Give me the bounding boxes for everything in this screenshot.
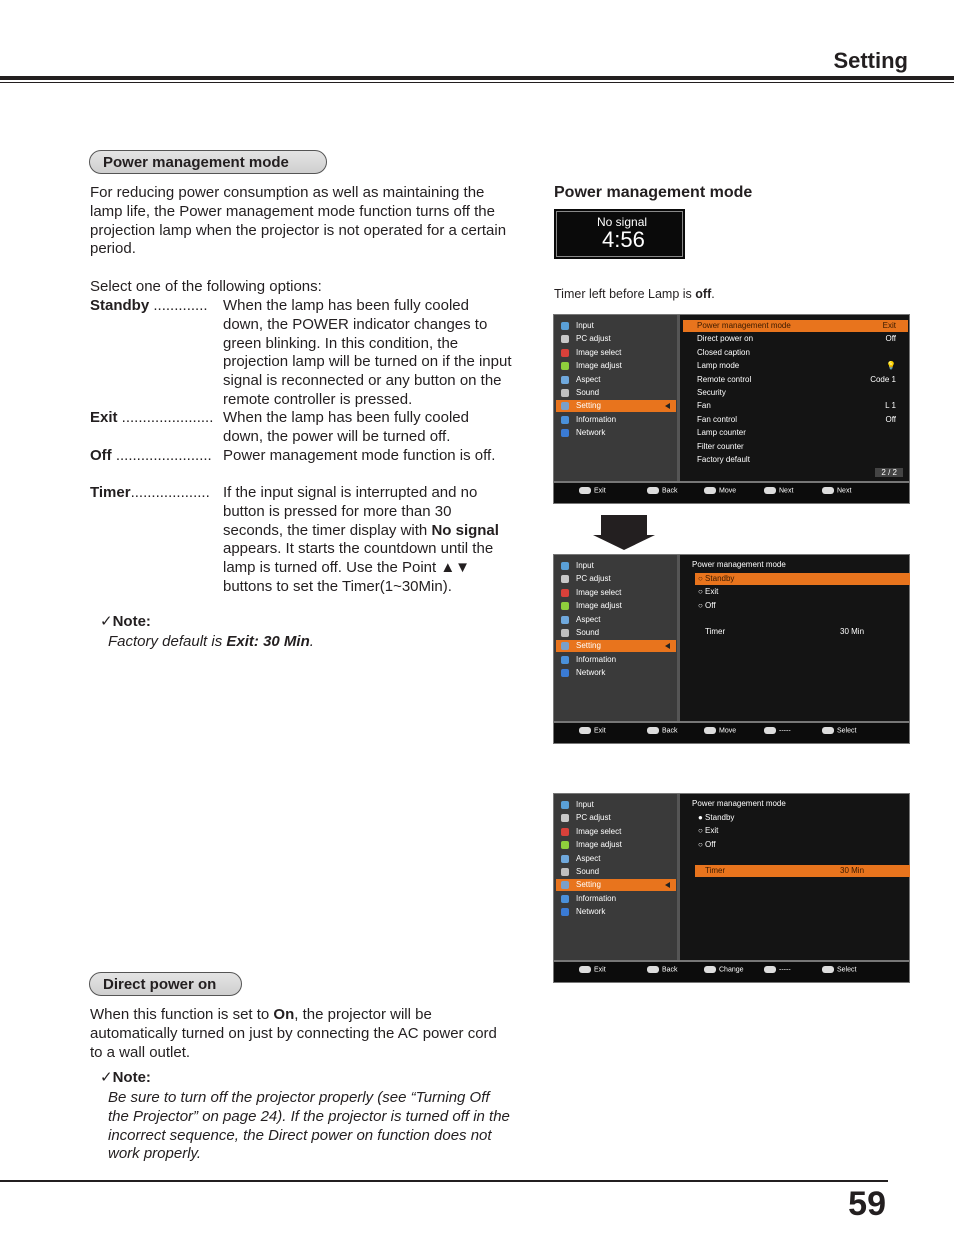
menu-item-network[interactable] — [556, 427, 676, 439]
menu-icon — [561, 855, 569, 863]
remote-key-icon — [579, 487, 591, 494]
menu-item-label: Aspect — [576, 374, 601, 384]
menu-item-label: Input — [576, 561, 594, 570]
menu-screen-timer — [553, 793, 910, 983]
menu-item-label: Sound — [576, 628, 600, 637]
menu-icon — [561, 362, 569, 370]
footer-label: Move — [719, 487, 737, 495]
menu-icon — [561, 402, 569, 410]
remote-key-icon — [822, 966, 834, 973]
remote-key-icon — [704, 727, 716, 734]
menu-item-label: Input — [576, 321, 594, 330]
timer-value: 30 Min — [840, 866, 865, 875]
footer-next-button — [764, 966, 791, 973]
option-label: ● Standby — [698, 813, 735, 822]
remote-key-icon — [764, 487, 776, 494]
select-options-text: Select one of the following options: — [90, 278, 322, 295]
menu-item-label: PC adjust — [576, 813, 611, 823]
footer-back-button — [647, 966, 678, 973]
setting-item-label: Lamp mode — [697, 361, 740, 371]
menu-item-label: Setting — [576, 641, 601, 651]
menu-icon — [561, 349, 569, 357]
setting-item-direct-power-on[interactable] — [683, 333, 908, 345]
menu-item-image-adjust[interactable] — [556, 600, 676, 612]
menu-item-label: PC adjust — [576, 334, 611, 344]
footer-back-button — [647, 487, 678, 494]
menu-item-information[interactable] — [556, 893, 676, 905]
menu-icon — [561, 562, 569, 570]
setting-item-label: Lamp counter — [697, 428, 746, 438]
page-header-title: Setting — [833, 48, 908, 73]
menu-item-label: Sound — [576, 388, 600, 397]
menu-screen-setting — [553, 314, 910, 504]
menu-icon — [561, 642, 569, 650]
remote-key-icon — [764, 727, 776, 734]
menu-item-label: Aspect — [576, 614, 601, 624]
menu-icon — [561, 575, 569, 583]
setting-item-label: Filter counter — [697, 441, 744, 451]
footer-exit-button — [579, 487, 606, 494]
menu-item-label: Image select — [576, 347, 622, 357]
menu-item-information[interactable] — [556, 654, 676, 666]
footer-label: Select — [837, 966, 857, 974]
check-icon: ✓ — [100, 613, 113, 630]
main-menu-list — [554, 794, 677, 960]
option-off[interactable] — [695, 600, 910, 612]
menu-item-label: Network — [576, 907, 606, 917]
menu-item-pc-adjust[interactable] — [556, 333, 676, 345]
menu-footer-bar — [554, 481, 909, 503]
section-heading-direct-power-on: Direct power on — [89, 972, 242, 996]
footer-back-button — [647, 727, 678, 734]
setting-item-lamp-counter[interactable] — [683, 427, 908, 439]
menu-item-pc-adjust[interactable] — [556, 812, 676, 824]
timer-row[interactable] — [695, 865, 910, 877]
remote-key-icon — [822, 727, 834, 734]
footer-move-button — [704, 487, 736, 494]
menu-item-aspect[interactable] — [556, 853, 676, 865]
menu-item-label: Image select — [576, 587, 622, 597]
menu-item-network[interactable] — [556, 667, 676, 679]
main-menu-list — [554, 555, 677, 721]
note-direct-power: Be sure to turn off the projector properly (see “Turning Off the Projector” on page 24). If the projector is turned off in the incorrect sequence, the Direct power on function does not work properly. — [108, 1089, 510, 1163]
note-factory-default: Factory default is Exit: 30 Min. — [108, 633, 314, 650]
option-label: ○ Exit — [698, 826, 719, 836]
menu-screen-power-management — [553, 554, 910, 744]
direct-power-on-text: When this function is set to On, the projector will be automatically turned on just by connecting the AC power cord to a wall outlet. — [90, 1006, 497, 1061]
option-label: ○ Standby — [698, 574, 735, 583]
power-management-submenu — [680, 555, 909, 721]
timer-submenu — [680, 794, 909, 960]
menu-item-setting[interactable] — [556, 879, 676, 891]
menu-icon — [561, 814, 569, 822]
menu-item-label: Information — [576, 893, 617, 903]
menu-icon — [561, 828, 569, 836]
menu-item-label: PC adjust — [576, 574, 611, 584]
menu-item-setting[interactable] — [556, 640, 676, 652]
remote-key-icon — [647, 727, 659, 734]
footer-next-button — [764, 727, 791, 734]
footer-exit-button — [579, 727, 606, 734]
submenu-title: Power management mode — [692, 560, 786, 569]
menu-item-network[interactable] — [556, 906, 676, 918]
header-rule-thin — [0, 82, 954, 83]
setting-item-value: Off — [885, 414, 896, 424]
menu-icon — [561, 616, 569, 624]
remote-key-icon — [704, 966, 716, 973]
footer-label: Back — [662, 966, 678, 974]
timer-caption: Timer left before Lamp is off. — [554, 287, 715, 301]
countdown-value: 4:56 — [602, 227, 645, 252]
setting-item-fan[interactable] — [683, 400, 908, 412]
option-standby[interactable] — [695, 573, 910, 585]
setting-item-label: Factory default — [697, 455, 750, 464]
option-label: ○ Exit — [698, 587, 719, 597]
setting-item-label: Direct power on — [697, 334, 754, 344]
no-signal-label: No signal — [597, 215, 648, 229]
timer-label: Timer — [705, 627, 726, 636]
setting-item-value: 💡 — [886, 361, 896, 371]
setting-item-label: Remote control — [697, 374, 752, 384]
timer-label: Timer — [705, 866, 726, 875]
footer-label: ----- — [779, 727, 791, 735]
main-menu-list — [554, 315, 677, 481]
menu-item-label: Network — [576, 428, 606, 438]
footer-move-button — [704, 966, 744, 973]
menu-item-label: Setting — [576, 880, 601, 890]
option-exit: Exit ...................... When the lamp has been fully cooled down, the power will be turned off. — [90, 409, 469, 445]
menu-item-image-select[interactable] — [556, 826, 676, 838]
remote-key-icon — [822, 487, 834, 494]
submenu-title: Power management mode — [692, 799, 786, 808]
no-signal-timer-display — [554, 209, 685, 259]
power-management-intro: For reducing power consumption as well as maintaining the lamp life, the Power management mode function turns off the projection lamp when the projector is not operated for a certain period. — [90, 184, 507, 258]
footer-label: Select — [837, 727, 857, 735]
note-heading: ✓Note: — [100, 613, 151, 630]
option-exit[interactable] — [695, 586, 910, 598]
remote-key-icon — [579, 727, 591, 734]
setting-item-filter-counter[interactable] — [683, 441, 908, 453]
menu-item-input[interactable] — [556, 560, 676, 572]
footer-label: Next — [837, 487, 852, 495]
setting-item-label: Security — [697, 388, 726, 397]
footer-label: Next — [779, 487, 794, 495]
menu-icon — [561, 416, 569, 424]
footer-action-button — [822, 727, 856, 734]
option-standby[interactable] — [695, 812, 910, 824]
setting-item-value: Off — [885, 334, 896, 344]
menu-icon — [561, 868, 569, 876]
menu-footer-bar — [554, 721, 909, 743]
menu-icon — [561, 801, 569, 809]
setting-item-label: Fan — [697, 401, 711, 411]
timer-value: 30 Min — [840, 627, 865, 636]
menu-item-sound[interactable] — [556, 387, 676, 399]
footer-label: Exit — [594, 487, 606, 495]
down-arrow-icon — [593, 515, 657, 551]
setting-item-label: Power management mode — [697, 321, 791, 330]
menu-item-label: Information — [576, 414, 617, 424]
note-heading-2: ✓Note: — [100, 1069, 151, 1086]
menu-item-image-adjust[interactable] — [556, 839, 676, 851]
remote-key-icon — [647, 487, 659, 494]
footer-label: Exit — [594, 727, 606, 735]
menu-item-image-select[interactable] — [556, 587, 676, 599]
menu-item-label: Network — [576, 668, 606, 678]
remote-key-icon — [764, 966, 776, 973]
menu-item-label: Sound — [576, 867, 600, 876]
menu-item-input[interactable] — [556, 320, 676, 332]
footer-rule — [0, 1180, 888, 1182]
menu-icon — [561, 389, 569, 397]
menu-icon — [561, 669, 569, 677]
footer-action-button — [822, 966, 856, 973]
footer-label: Change — [719, 966, 744, 974]
footer-action-button — [822, 487, 851, 494]
menu-item-label: Image select — [576, 826, 622, 836]
setting-item-closed-caption[interactable] — [683, 347, 908, 359]
setting-item-factory-default[interactable] — [683, 454, 908, 466]
menu-icon — [561, 602, 569, 610]
menu-icon — [561, 589, 569, 597]
menu-item-aspect[interactable] — [556, 374, 676, 386]
option-label: ○ Off — [698, 839, 716, 849]
menu-item-pc-adjust[interactable] — [556, 573, 676, 585]
menu-item-aspect[interactable] — [556, 614, 676, 626]
menu-item-sound[interactable] — [556, 866, 676, 878]
section-heading-power-management: Power management mode — [89, 150, 327, 174]
menu-item-label: Input — [576, 800, 594, 809]
menu-item-image-adjust[interactable] — [556, 360, 676, 372]
footer-next-button — [764, 487, 793, 494]
menu-item-information[interactable] — [556, 414, 676, 426]
remote-key-icon — [579, 966, 591, 973]
header-rule — [0, 76, 954, 80]
option-label: ○ Off — [698, 600, 716, 610]
menu-icon — [561, 841, 569, 849]
menu-icon — [561, 376, 569, 384]
menu-footer-bar — [554, 960, 909, 982]
menu-icon — [561, 656, 569, 664]
setting-item-label: Fan control — [697, 414, 738, 424]
setting-item-security[interactable] — [683, 387, 908, 399]
footer-label: ----- — [779, 966, 791, 974]
menu-item-label: Image adjust — [576, 601, 622, 611]
setting-item-value: Code 1 — [870, 374, 896, 384]
setting-item-power-management-mode[interactable] — [683, 320, 908, 332]
option-off[interactable] — [695, 839, 910, 851]
setting-item-lamp-mode[interactable] — [683, 360, 908, 372]
menu-item-label: Aspect — [576, 853, 601, 863]
option-timer: Timer................... If the input signal is interrupted and no button is pressed for more than 30 seconds, the timer display with No signal appears. It starts the countdown until the lamp is turned off. Use the Point ▲▼ buttons to set the Timer(1~30Min). — [90, 484, 499, 595]
footer-move-button — [704, 727, 736, 734]
menu-item-input[interactable] — [556, 799, 676, 811]
setting-item-value: L 1 — [885, 401, 896, 411]
menu-item-label: Image adjust — [576, 361, 622, 371]
footer-label: Back — [662, 727, 678, 735]
option-standby: Standby ............. When the lamp has been fully cooled down, the POWER indicator changes to green blinking. In this condition, the projection lamp will be turned on if the input signal is reconnected or any button on the remote controller is pressed. — [90, 297, 512, 408]
menu-icon — [561, 429, 569, 437]
remote-key-icon — [647, 966, 659, 973]
setting-item-fan-control[interactable] — [683, 414, 908, 426]
option-off: Off ....................... Power management mode function is off. — [90, 447, 496, 464]
setting-item-label: Closed caption — [697, 347, 750, 357]
option-exit[interactable] — [695, 825, 910, 837]
menu-icon — [561, 895, 569, 903]
footer-label: Move — [719, 727, 737, 735]
menu-icon — [561, 881, 569, 889]
menu-icon — [561, 335, 569, 343]
check-icon: ✓ — [100, 1069, 113, 1086]
setting-submenu — [680, 315, 909, 481]
menu-item-label: Setting — [576, 401, 601, 411]
menu-icon — [561, 908, 569, 916]
footer-exit-button — [579, 966, 606, 973]
footer-label: Exit — [594, 966, 606, 974]
menu-item-sound[interactable] — [556, 627, 676, 639]
menu-item-label: Image adjust — [576, 840, 622, 850]
menu-icon — [561, 322, 569, 330]
menu-item-image-select[interactable] — [556, 347, 676, 359]
right-title: Power management mode — [554, 184, 753, 201]
setting-item-remote-control[interactable] — [683, 374, 908, 386]
menu-item-label: Information — [576, 654, 617, 664]
menu-icon — [561, 629, 569, 637]
remote-key-icon — [704, 487, 716, 494]
page-indicator: 2 / 2 — [875, 468, 903, 477]
page-number: 59 — [848, 1185, 886, 1223]
menu-item-setting[interactable] — [556, 400, 676, 412]
footer-label: Back — [662, 487, 678, 495]
timer-row[interactable] — [695, 626, 910, 638]
setting-item-value: Exit — [882, 321, 896, 330]
